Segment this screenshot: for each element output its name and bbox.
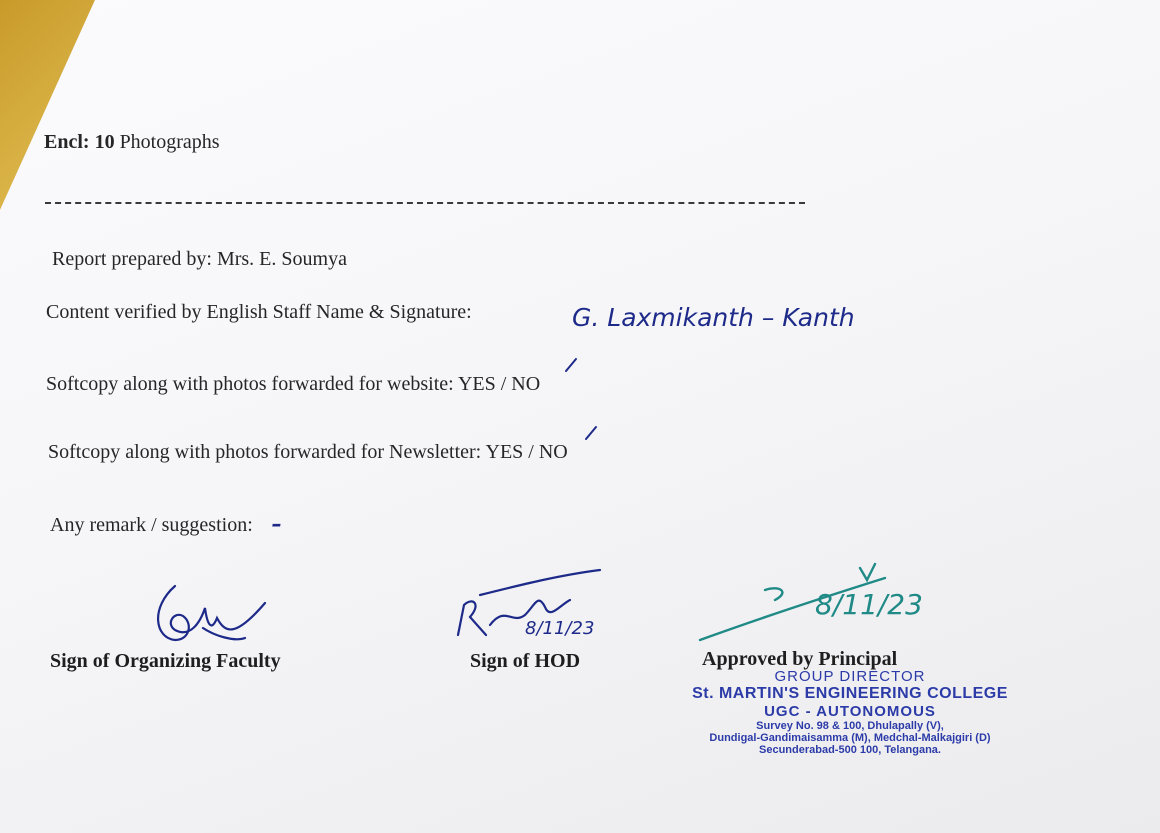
verified-line: [46, 301, 472, 324]
prepared-by-label: Report prepared by:: [52, 248, 212, 270]
stamp-address-1: Survey No. 98 & 100, Dhulapally (V),: [756, 720, 944, 732]
verified-handwriting: G. Laxmikanth – Kanth: [572, 303, 855, 332]
hod-sign-label: Sign of HOD: [470, 650, 581, 672]
enclosure-item: Photographs: [119, 131, 220, 153]
website-label: Softcopy along with photos forwarded for website:: [46, 373, 454, 395]
stamp-address-2: Dundigal-Gandimaisamma (M), Medchal-Malkajgiri (D): [709, 732, 991, 744]
remark-line: [50, 512, 282, 537]
hod-signature: [450, 565, 615, 655]
prepared-by-line: [52, 248, 347, 271]
website-tick-mark: [560, 355, 590, 375]
college-stamp: [650, 668, 1050, 756]
newsletter-label: Softcopy along with photos forwarded for Newsletter:: [48, 441, 482, 463]
remark-value: –: [271, 512, 282, 536]
enclosure-count: 10: [94, 131, 115, 153]
principal-date: 8/11/23: [815, 588, 923, 621]
stamp-title: GROUP DIRECTOR: [774, 668, 926, 685]
remark-label: Any remark / suggestion:: [50, 514, 253, 536]
prepared-by-name: Mrs. E. Soumya: [216, 248, 347, 270]
faculty-signature: [145, 578, 275, 648]
enclosure-label: Encl:: [44, 131, 90, 153]
dashed-divider: [45, 202, 805, 204]
enclosure-line: [44, 131, 220, 154]
newsletter-line: [48, 441, 568, 464]
website-options: YES / NO: [457, 373, 541, 395]
stamp-address-3: Secunderabad-500 100, Telangana.: [759, 744, 941, 756]
faculty-sign-label: Sign of Organizing Faculty: [50, 650, 281, 672]
stamp-status: UGC - AUTONOMOUS: [764, 703, 936, 720]
newsletter-options: YES / NO: [485, 441, 568, 463]
website-line: [46, 373, 540, 396]
hod-date: 8/11/23: [525, 618, 595, 639]
verified-label: Content verified by English Staff Name & Signature:: [46, 301, 472, 323]
newsletter-tick-mark: [580, 423, 610, 443]
principal-sign-label: Approved by Principal: [702, 648, 898, 670]
stamp-college: St. MARTIN'S ENGINEERING COLLEGE: [692, 685, 1008, 702]
